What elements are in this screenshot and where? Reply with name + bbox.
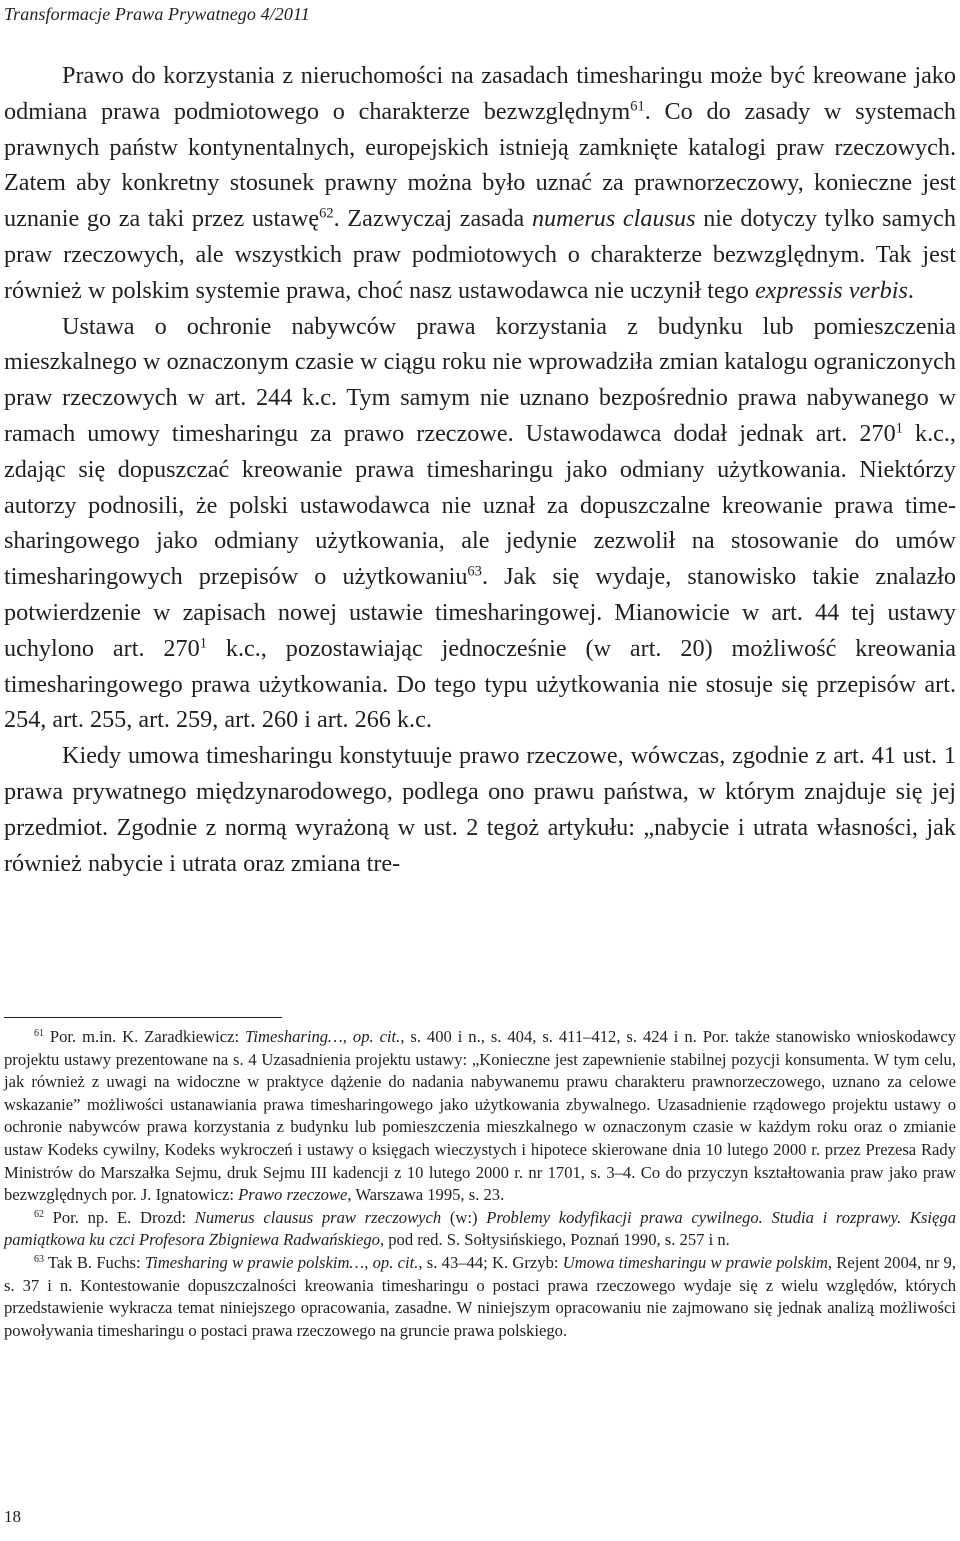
footnote-italic: Problemy kodyfikacji prawa cywilnego. Studia i rozprawy. Księga pamiątkowa ku czci Profesora Zbigniewa Radwańskiego: [4, 1207, 956, 1250]
footnotes: [4, 1026, 956, 1342]
paragraph-text: . Co do zasady w systemach prawnych państw kontynentalnych, europejskich istnieją zamknięte katalogi praw rzeczowych. Zatem aby konkretny stosunek prawny można było uznać za prawnorzeczowy, konieczne jest uznanie go za taki przez ustawę: [4, 97, 956, 233]
latin-term: expressis verbis: [754, 276, 908, 304]
footnote-62: [4, 1207, 956, 1252]
footnote-ref-63[interactable]: 63: [467, 563, 482, 580]
superscript-index: 1: [895, 420, 903, 437]
footnote-ref-61[interactable]: 61: [630, 98, 645, 115]
footnote-63: [4, 1252, 956, 1342]
footnote-text: Por. np. E. Drozd:: [43, 1207, 195, 1227]
footnote-text: ,: [364, 1252, 373, 1272]
paragraph-text: nie dotyczy tylko samych praw rzeczowych, ale wszystkich praw podmiotowych o charakterze bezwzględnym. Tak jest również w polskim systemie prawa, choć nasz ustawodawca nie uczynił tego: [4, 205, 956, 304]
footnote-text: , pod red. S. Sołtysińskiego, Poznań 1990, s. 257 i n.: [379, 1230, 730, 1250]
paragraph-text: k.c., zdając się dopuszczać kreowanie prawa timesharingu jako odmiany użytkowania. Niektórzy autorzy podnosili, że polski ustawodawca nie uznał za dopuszczalne kreowanie prawa timesharingowego jako odmiany użytkowania, ale jedynie zezwolił na stosowanie do umów timesharingowych przepisów o użytkowaniu: [4, 419, 956, 591]
footnote-text: Tak B. Fuchs:: [43, 1252, 145, 1272]
paragraph-2: [4, 309, 956, 739]
footnote-text: (w:): [441, 1207, 487, 1227]
paragraph-text: Prawo do korzystania z nieruchomości na zasadach timesharingu może być kreowane jako odmiana prawa podmiotowego o charakterze bezwzględnym: [4, 62, 956, 125]
footnote-number: 62: [34, 1208, 44, 1220]
footnote-61: [4, 1026, 956, 1207]
paragraph-text: . Zazwyczaj zasada: [333, 205, 532, 233]
footnote-text: , s. 400 i n., s. 404, s. 411–412, s. 424 i n. Por. także stanowisko wnioskodawcy projektu ustawy prezentowane na s. 4 Uzasadnienia projektu ustawy: „Konieczne jest zapewnienie stabilnej pozycji konsumenta. W tym celu, jak również z uwagi na widoczne w praktyce dążenie do nadania nabywanemu prawu charakteru prawnorzeczowego, uznano za celowe wskazanie” możliwości ustanawiania prawa timesharingowego jako użytkowania zbywalnego. Uzasadnienie rządowego projektu ustawy o ochronie nabywców prawa korzystania z budynku lub pomieszczenia mieszkalnego w oznaczonym czasie w każdym roku oraz o zmianie ustaw Kodeks cywilny, Kodeks wykroczeń i ustawy o księgach wieczystych i hipotece skierowane dnia 10 lutego 2000 r. przez Prezesa Rady Ministrów do Marszałka Sejmu, druk Sejmu III kadencji z 10 lutego 2000 r. nr 1701, s. 3–4. Co do przyczyn kształtowania praw jako praw bezwzględnych por. J. Ignatowicz:: [4, 1027, 957, 1205]
footnote-italic: Prawo rzeczowe: [238, 1185, 348, 1205]
footnote-text: , s. 43–44; K. Grzyb:: [418, 1252, 563, 1272]
footnote-number: 63: [34, 1253, 44, 1265]
running-head: Transformacje Prawa Prywatnego 4/2011: [4, 4, 310, 24]
paragraph-text: . Jak się wydaje, stanowisko takie znalazło potwierdzenie w zapisach nowej ustawie timesharingowej. Mianowicie w art. 44 tej ustawy uchylono art. 270: [4, 563, 956, 662]
paragraph-1: [4, 58, 956, 309]
footnote-text: , Warszawa 1995, s. 23.: [347, 1185, 505, 1205]
paragraph-text: k.c., pozostawiając jednocześnie (w art. 20) możliwość kreowania timesharingowego prawa użytkowania. Do tego typu użytkowania nie stosuje się przepisów art. 254, art. 255, art. 259, art. 260 i art. 266 k.c.: [4, 634, 956, 734]
main-text: [4, 58, 956, 881]
footnote-italic: op. cit.: [372, 1252, 419, 1272]
footnote-italic: Timesharing w prawie polskim…: [144, 1252, 365, 1272]
paragraph-3: Kiedy umowa timesharingu konstytuuje prawo rzeczowe, wówczas, zgodnie z art. 41 ust. 1 prawa prywatnego międzynarodowego, podlega ono prawu państwa, w którym znajduje się jej przedmiot. Zgodnie z normą wyrażoną w ust. 2 tegoż artykułu: „nabycie i utrata własności, jak również nabycie i utrata oraz zmiana tre-: [4, 742, 956, 877]
footnote-italic: Timesharing…: [245, 1027, 343, 1046]
page-number: 18: [4, 1507, 21, 1526]
footnote-number: 61: [34, 1028, 44, 1040]
footnote-ref-62[interactable]: 62: [319, 205, 334, 222]
latin-term: numerus clausus: [531, 205, 696, 233]
footnote-text: ,: [342, 1027, 353, 1046]
footnote-text: , Rejent 2004, nr 9, s. 37 i n. Kontestowanie dopuszczalności kreowania timesharingu o postaci prawa rzeczowego wydaje się z wielu względów, których przedstawienie wykracza temat niniejszego opracowania, zasadne. W niniejszym opracowaniu nie zajmowano się jednak analizą możliwości powoływania timesharingu o postaci prawa rzeczowego na gruncie prawa polskiego.: [4, 1252, 957, 1340]
footnote-italic: op. cit.: [352, 1027, 401, 1046]
paragraph-text: Ustawa o ochronie nabywców prawa korzystania z budynku lub pomieszczenia mieszkalnego w oznaczonym czasie w ciągu roku nie wprowadziła zmian katalogu ograniczonych praw rzeczowych w art. 244 k.c. Tym samym nie uznano bezpośrednio prawa nabywanego w ramach umowy timesharingu za prawo rzeczowe. Ustawodawca dodał jednak art. 270: [4, 312, 956, 447]
superscript-index: 1: [199, 635, 207, 652]
footnote-italic: Umowa timesharingu w prawie polskim: [562, 1252, 828, 1272]
footnote-text: Por. m.in. K. Zaradkiewicz:: [43, 1027, 246, 1046]
footnote-divider: [4, 1017, 282, 1018]
footnote-italic: Numerus clausus praw rzeczowych: [194, 1207, 442, 1227]
paragraph-text: .: [907, 276, 914, 304]
